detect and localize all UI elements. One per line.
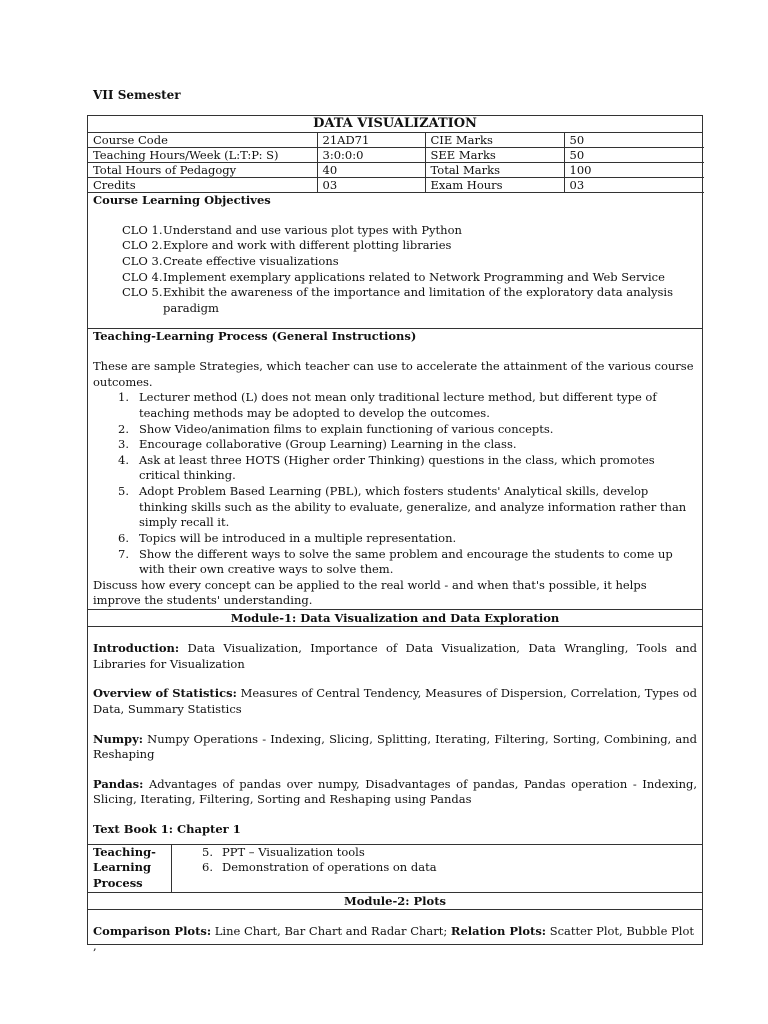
clo-number: CLO 3. (122, 253, 163, 268)
module1-topic (93, 777, 697, 808)
module2-heading: Module-2: Plots (88, 893, 702, 910)
topic-text: Numpy Operations - Indexing, Slicing, Splitting, Iterating, Filtering, Sorting, Combining, and Reshaping (93, 731, 697, 762)
info-cell: Credits (88, 178, 317, 193)
item-number: 5. (202, 844, 213, 859)
tlp-number: 7. (118, 546, 129, 561)
module1-teaching-process (88, 845, 702, 893)
clo-list (122, 223, 697, 317)
tlp-item (118, 390, 697, 421)
clo-heading: Course Learning Objectives (93, 193, 271, 207)
info-cell: 40 (317, 163, 425, 178)
topic-text: Measures of Central Tendency, Measures of Dispersion, Correlation, Types od Data, Summary Statistics (93, 686, 697, 716)
info-cell: Course Code (88, 133, 317, 148)
info-cell: SEE Marks (425, 148, 564, 163)
module2-body (88, 910, 702, 954)
clo-number: CLO 5. (122, 285, 163, 300)
tlp-number: 2. (118, 421, 129, 436)
tlp-number: 4. (118, 452, 129, 467)
info-row (88, 163, 704, 178)
tlp-list (93, 390, 697, 578)
topic-label: Pandas: (93, 776, 144, 791)
info-cell: Exam Hours (425, 178, 564, 193)
teaching-process-item (202, 845, 702, 861)
module1-heading: Module-1: Data Visualization and Data Exploration (88, 610, 702, 627)
item-number: 6. (202, 860, 213, 875)
tlp-number: 6. (118, 530, 129, 545)
tlp-text: Ask at least three HOTS (Higher order Thinking) questions in the class, which promotes critical thinking. (139, 452, 655, 483)
tlp-item (118, 547, 697, 578)
info-cell: 100 (564, 163, 704, 178)
tlp-text: Encourage collaborative (Group Learning) Learning in the class. (139, 437, 517, 452)
clo-section (88, 193, 702, 329)
info-row (88, 178, 704, 193)
info-cell: 50 (564, 148, 704, 163)
relation-plots-label: Relation Plots: (450, 923, 547, 938)
module1-textbook: Text Book 1: Chapter 1 (93, 822, 241, 836)
clo-number: CLO 4. (122, 269, 163, 284)
course-title: DATA VISUALIZATION (88, 116, 702, 133)
module1-body (88, 627, 702, 845)
info-cell: 03 (317, 178, 425, 193)
tlp-section (88, 329, 702, 610)
clo-text: Create effective visualizations (163, 253, 339, 268)
course-info-table (88, 133, 704, 193)
syllabus-document (87, 115, 703, 954)
info-cell: CIE Marks (425, 133, 564, 148)
info-cell: Total Marks (425, 163, 564, 178)
info-cell: 03 (564, 178, 704, 193)
info-cell: 21AD71 (317, 133, 425, 148)
clo-item (122, 223, 697, 239)
tlp-item (118, 422, 697, 438)
tlp-item (118, 484, 697, 531)
tlp-text: Lecturer method (L) does not mean only traditional lecture method, but different type of teaching methods may be adopted to develop the outcomes. (139, 390, 657, 420)
tlp-text: Adopt Problem Based Learning (PBL), which fosters students' Analytical skills, develop thinking skills such as the ability to evaluate, generalize, and analyze information rather than simply recall it. (139, 484, 687, 530)
tlp-item (118, 453, 697, 484)
item-text: Demonstration of operations on data (222, 860, 437, 875)
topic-label: Numpy: (93, 731, 144, 746)
tlp-outro: Discuss how every concept can be applied to the real world - and when that's possible, it helps improve the students' understanding. (93, 577, 647, 608)
info-cell: 3:0:0:0 (317, 148, 425, 163)
clo-text: Exhibit the awareness of the importance and limitation of the exploratory data analysis paradigm (163, 285, 674, 315)
module1-topic (93, 641, 697, 672)
clo-number: CLO 1. (122, 222, 163, 237)
tlp-heading: Teaching-Learning Process (General Instructions) (93, 329, 417, 344)
clo-item (122, 270, 697, 286)
info-row (88, 148, 704, 163)
tlp-text: Topics will be introduced in a multiple representation. (139, 530, 457, 545)
tlp-number: 5. (118, 484, 129, 498)
tlp-number: 3. (118, 437, 129, 452)
clo-item (122, 285, 697, 316)
tlp-number: 1. (118, 390, 129, 405)
teaching-process-item (202, 860, 702, 876)
clo-text: Implement exemplary applications related to Network Programming and Web Service (163, 269, 665, 284)
info-cell: Teaching Hours/Week (L:T:P: S) (88, 148, 317, 163)
comparison-plots-label: Comparison Plots: (93, 923, 212, 938)
info-cell: 50 (564, 133, 704, 148)
clo-item (122, 254, 697, 270)
topic-text: Data Visualization, Importance of Data Visualization, Data Wrangling, Tools and Libraries for Visualization (93, 641, 697, 671)
comparison-plots-text: Line Chart, Bar Chart and Radar Chart; (211, 923, 451, 938)
clo-text: Understand and use various plot types with Python (163, 222, 462, 237)
clo-item (122, 238, 697, 254)
topic-text: Advantages of pandas over numpy, Disadvantages of pandas, Pandas operation - Indexing, Slicing, Iterating, Filtering, Sorting and Reshaping using Pandas (93, 776, 697, 807)
module1-topic (93, 686, 697, 717)
info-cell: Total Hours of Pedagogy (88, 163, 317, 178)
tlp-text: Show the different ways to solve the same problem and encourage the students to come up with their own creative ways to solve them. (139, 546, 673, 577)
module1-topic (93, 732, 697, 763)
tlp-intro: These are sample Strategies, which teacher can use to accelerate the attainment of the various course outcomes. (93, 359, 694, 389)
info-row (88, 133, 704, 148)
topic-label: Introduction: (93, 641, 180, 655)
teaching-process-label: Teaching-Learning Process (88, 845, 172, 892)
relation-plots-text: Scatter Plot, Bubble Plot , (93, 923, 695, 954)
clo-number: CLO 2. (122, 238, 163, 253)
topic-label: Overview of Statistics: (93, 686, 237, 701)
tlp-item (118, 531, 697, 547)
clo-text: Explore and work with different plotting libraries (163, 238, 452, 253)
semester-label: VII Semester (93, 88, 181, 102)
item-text: PPT – Visualization tools (222, 844, 365, 859)
tlp-item (118, 437, 697, 453)
teaching-process-items (172, 845, 702, 892)
tlp-text: Show Video/animation films to explain functioning of various concepts. (139, 421, 554, 436)
